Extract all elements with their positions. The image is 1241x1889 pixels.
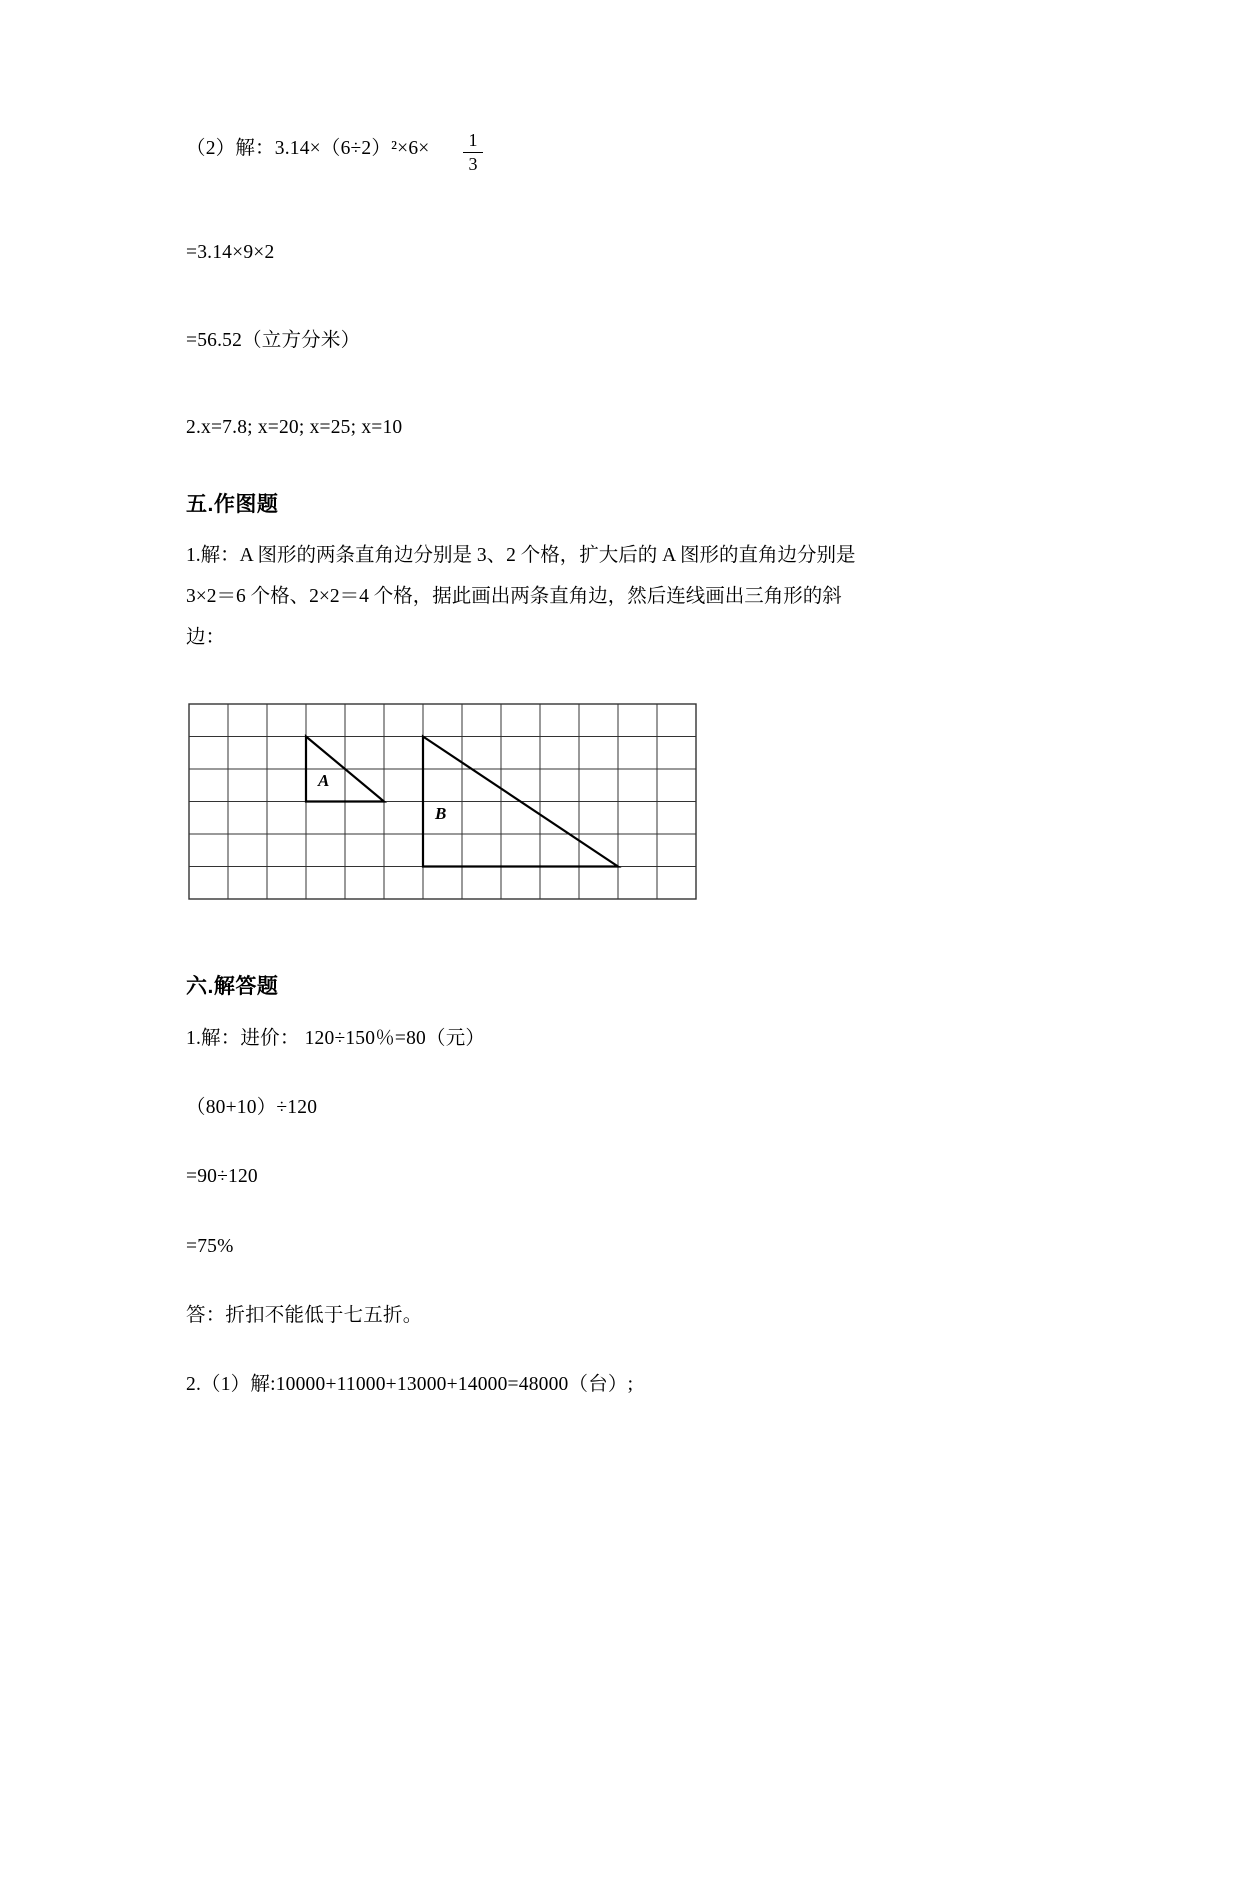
answer-line-3: =90÷120 bbox=[186, 1166, 258, 1188]
fraction-denominator: 3 bbox=[463, 152, 482, 175]
grid-lines bbox=[189, 704, 696, 899]
document-page bbox=[0, 130, 1241, 1889]
paragraph-line: 3×2＝6 个格、2×2＝4 个格，据此画出两条直角边，然后连线画出三角形的斜 bbox=[186, 586, 842, 608]
paragraph-line: 1.解：A 图形的两条直角边分别是 3、2 个格，扩大后的 A 图形的直角边分别是 bbox=[186, 545, 856, 567]
section-six-answers bbox=[186, 1024, 1055, 1400]
solution-line-1 bbox=[186, 130, 1055, 178]
solution-line-3: =56.52（立方分米） bbox=[186, 329, 361, 351]
triangle-label-a: A bbox=[318, 770, 330, 790]
answer-line-2: （80+10）÷120 bbox=[186, 1097, 318, 1119]
solution-line-1-text: （2）解：3.14×（6÷2）²×6× bbox=[186, 138, 430, 159]
paragraph-line: 边： bbox=[186, 627, 226, 648]
solution-line-4: 2.x=7.8; x=20; x=25; x=10 bbox=[186, 416, 403, 438]
section-heading-six: 六.解答题 bbox=[186, 974, 279, 998]
answer-line-1: 1.解：进价： 120÷150％=80（元） bbox=[186, 1027, 486, 1049]
section-five-paragraph bbox=[186, 536, 1055, 659]
answer-line-5: 答：折扣不能低于七五折。 bbox=[186, 1304, 423, 1326]
fraction-numerator: 1 bbox=[468, 130, 478, 150]
answer-line-6: 2.（1）解:10000+11000+13000+14000=48000（台）; bbox=[186, 1374, 634, 1396]
section-heading-five: 五.作图题 bbox=[186, 493, 279, 517]
grid-triangles-figure bbox=[188, 703, 704, 918]
solution-line-2: =3.14×9×2 bbox=[186, 242, 275, 264]
fraction-one-third bbox=[463, 130, 482, 174]
triangle-label-b: B bbox=[435, 803, 447, 823]
answer-line-4: =75% bbox=[186, 1235, 234, 1257]
